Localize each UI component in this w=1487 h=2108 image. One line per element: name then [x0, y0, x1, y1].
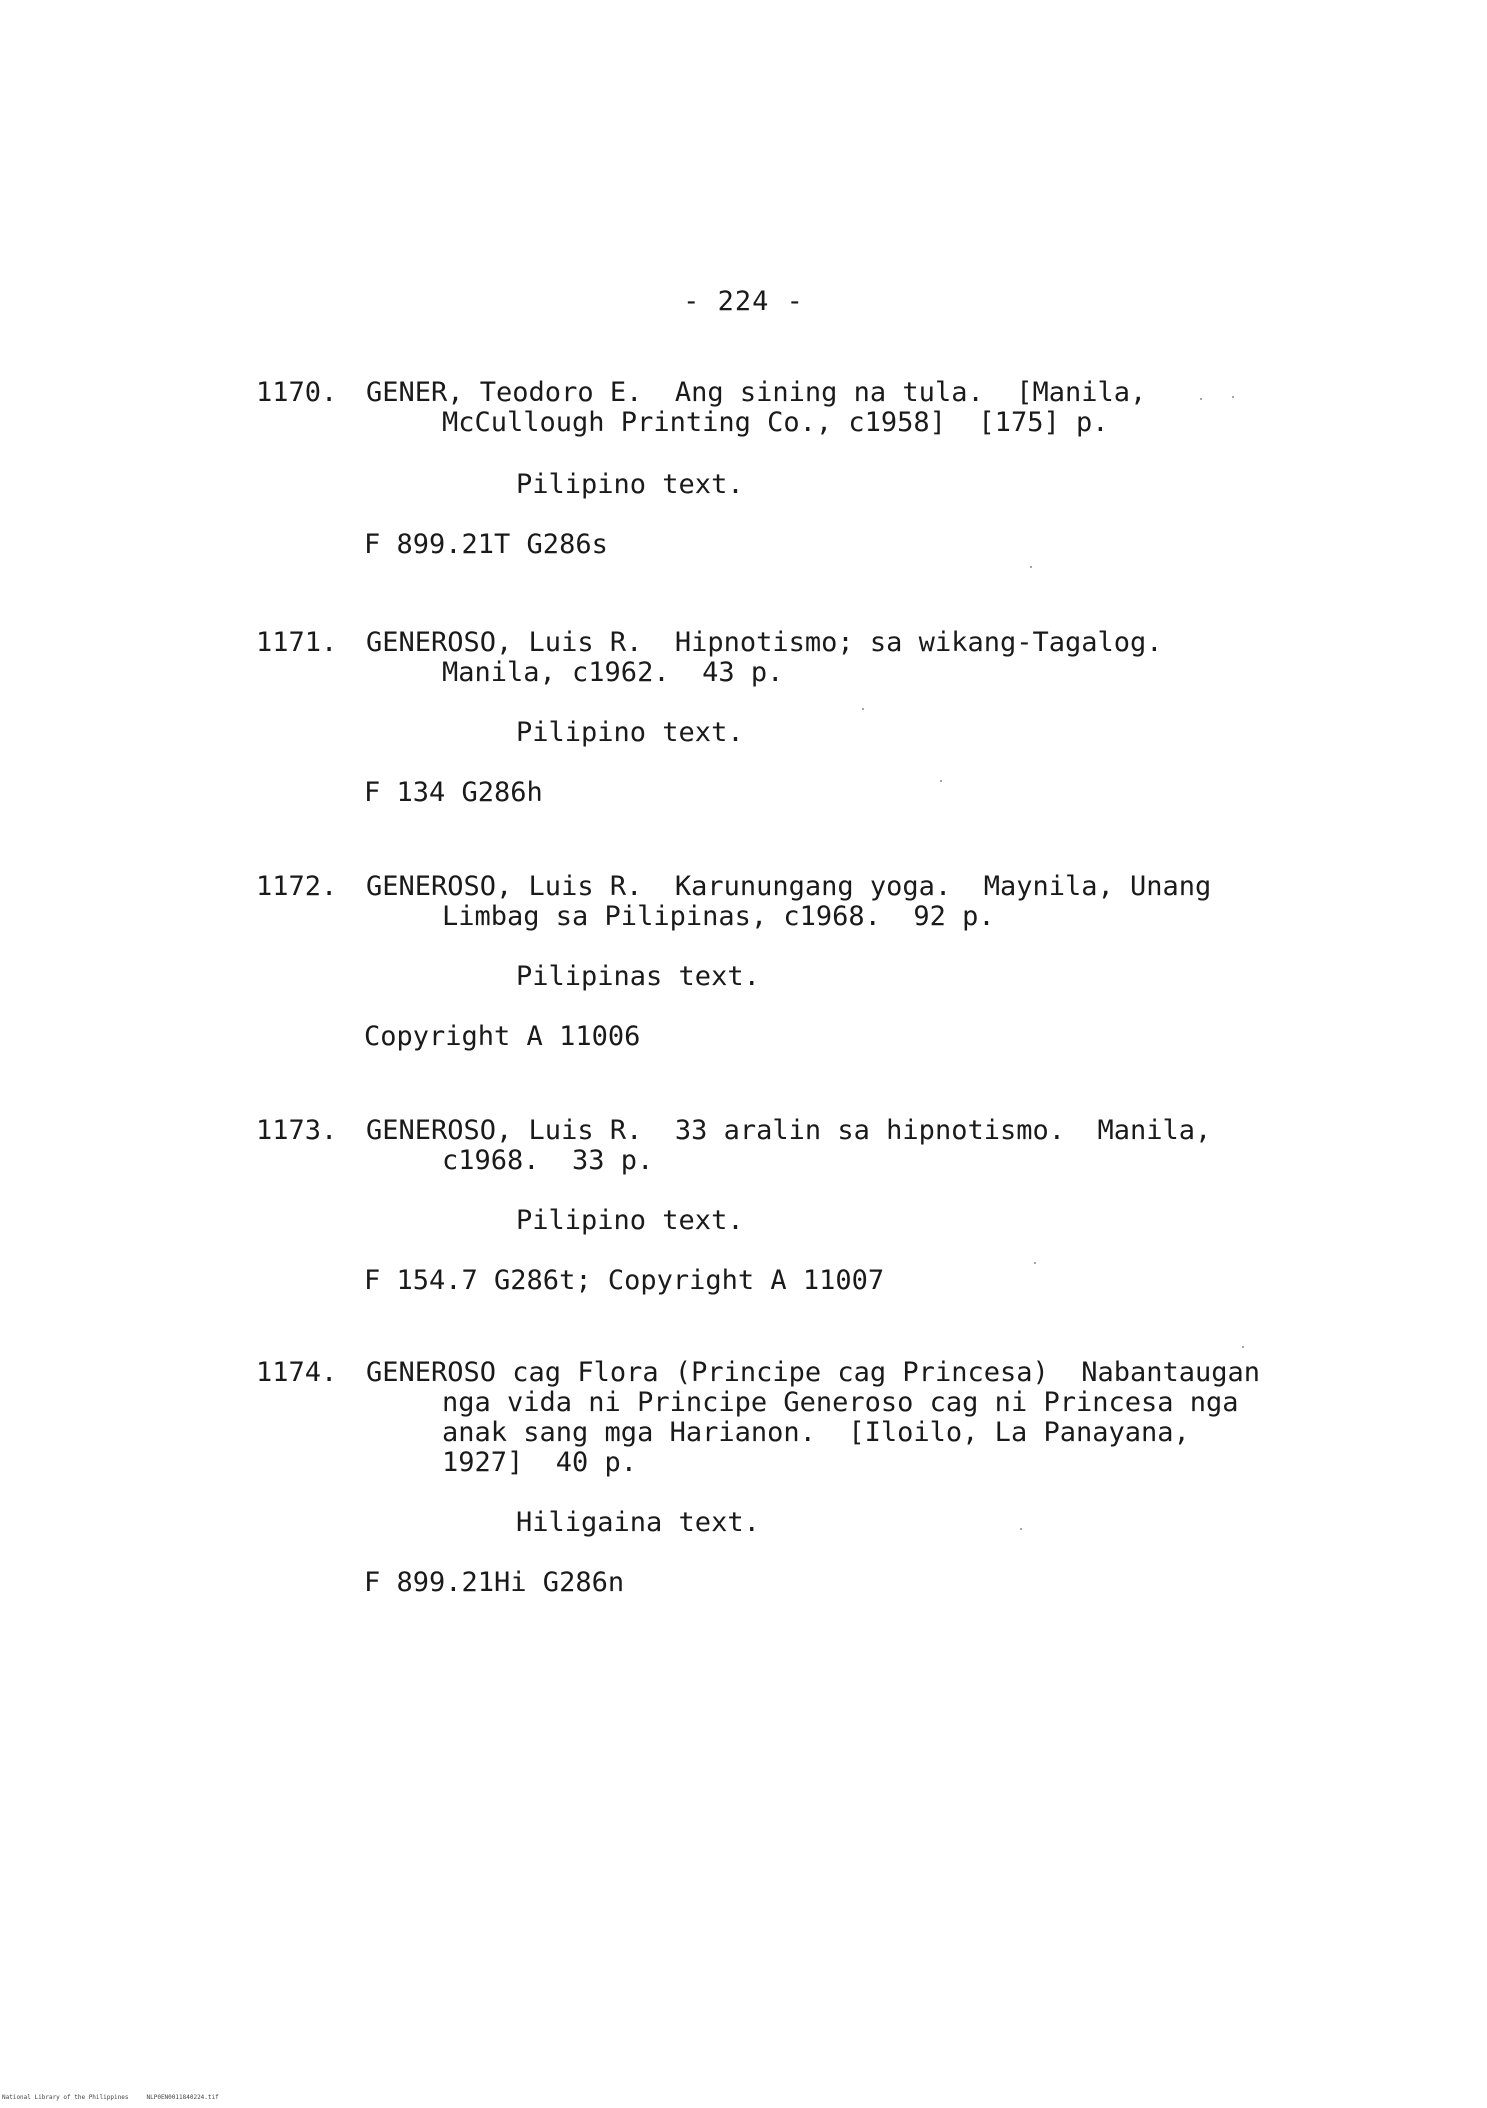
scan-footer: National Library of the Philippines NLP0EN0011840224.tif: [2, 2094, 219, 2101]
entry-continuation: Limbag sa Pilipinas, c1968. 92 p.: [442, 901, 995, 932]
entry-note: Pilipino text.: [516, 469, 744, 500]
entry-note: Hiligaina text.: [516, 1507, 760, 1538]
entry-note: Pilipino text.: [516, 1205, 744, 1236]
scan-speck: [1034, 1262, 1036, 1264]
entry-call-number: F 899.21Hi G286n: [364, 1567, 625, 1598]
entry-note: Pilipinas text.: [516, 961, 760, 992]
entry-number: 1173.: [256, 1115, 338, 1146]
scan-speck: [862, 708, 864, 710]
entry-heading: GENEROSO, Luis R. Hipnotismo; sa wikang-Tagalog.: [366, 627, 1163, 658]
entry-number: 1171.: [256, 627, 338, 658]
scan-speck: [1242, 1346, 1244, 1348]
scan-speck: [1232, 396, 1234, 398]
entry-call-number: Copyright A 11006: [364, 1021, 641, 1052]
entry-number: 1170.: [256, 377, 338, 408]
entry-note: Pilipino text.: [516, 717, 744, 748]
entry-continuation: nga vida ni Principe Generoso cag ni Princesa nga: [442, 1387, 1239, 1418]
entry-heading: GENEROSO cag Flora (Principe cag Princesa) Nabantaugan: [366, 1357, 1261, 1388]
entry-continuation: 1927] 40 p.: [442, 1447, 638, 1478]
entry-heading: GENEROSO, Luis R. 33 aralin sa hipnotismo. Manila,: [366, 1115, 1212, 1146]
entry-number: 1174.: [256, 1357, 338, 1388]
entry-continuation: Manila, c1962. 43 p.: [442, 657, 784, 688]
scan-speck: [1020, 1528, 1022, 1530]
entry-continuation: McCullough Printing Co., c1958] [175] p.: [442, 407, 1109, 438]
entry-heading: GENEROSO, Luis R. Karunungang yoga. Maynila, Unang: [366, 871, 1212, 902]
entry-call-number: F 899.21T G286s: [364, 529, 608, 560]
entry-continuation: anak sang mga Harianon. [Iloilo, La Panayana,: [442, 1417, 1190, 1448]
scan-speck: [1030, 566, 1032, 568]
entry-heading: GENER, Teodoro E. Ang sining na tula. [Manila,: [366, 377, 1147, 408]
scan-speck: [1200, 398, 1202, 400]
entry-number: 1172.: [256, 871, 338, 902]
scan-speck: [940, 780, 942, 782]
page-number: - 224 -: [683, 286, 804, 317]
entry-call-number: F 134 G286h: [364, 777, 543, 808]
entry-continuation: c1968. 33 p.: [442, 1145, 654, 1176]
entry-call-number: F 154.7 G286t; Copyright A 11007: [364, 1265, 885, 1296]
